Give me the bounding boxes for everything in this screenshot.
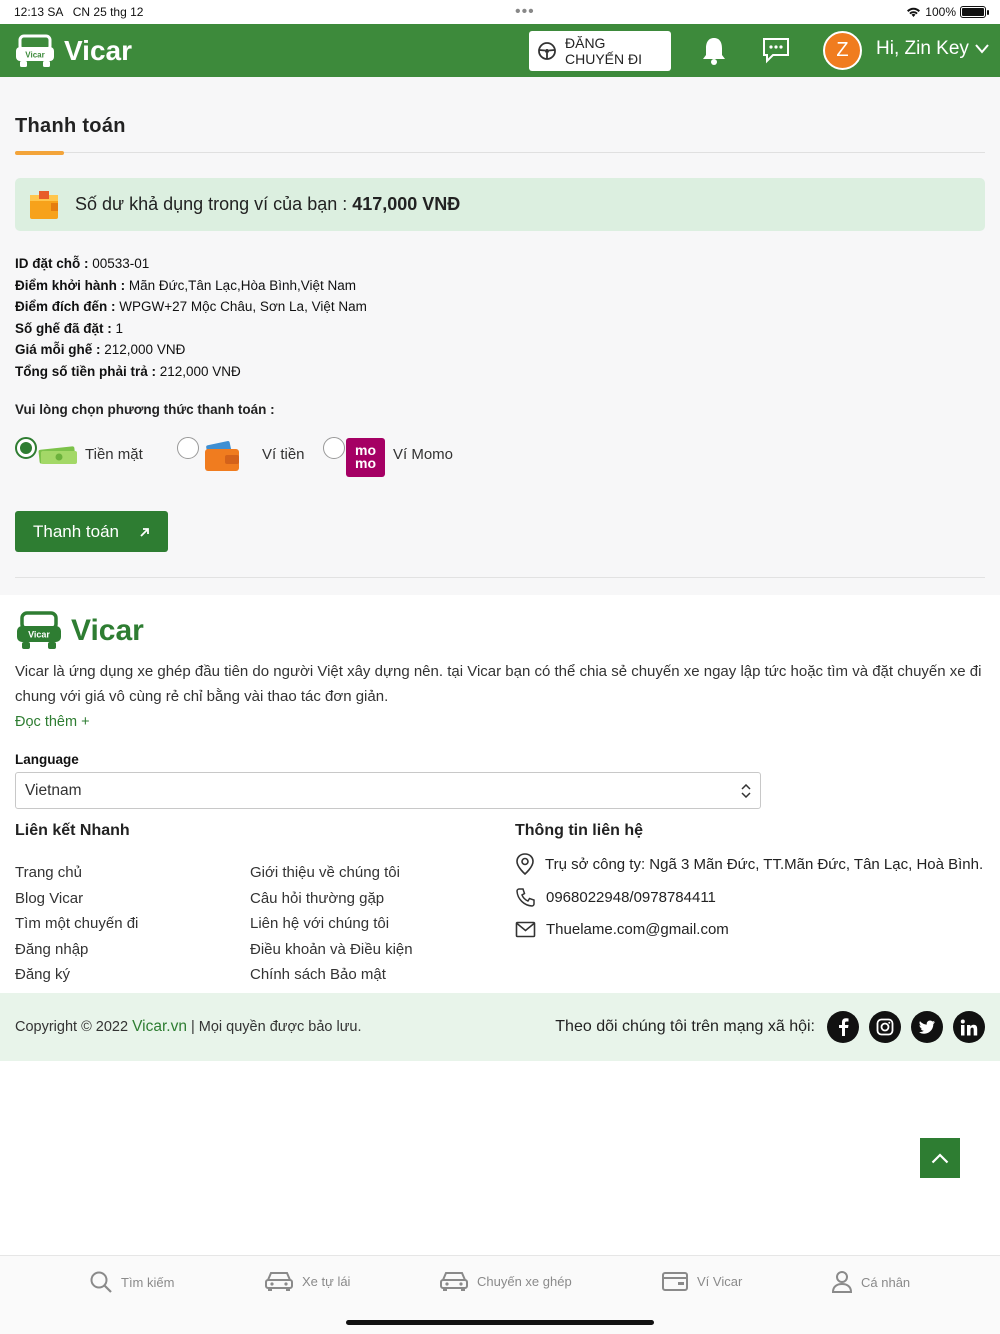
battery-icon (960, 6, 986, 18)
chevron-down-icon (975, 44, 989, 54)
copyright-text (15, 1018, 362, 1036)
wallet-label: Số dư khả dụng trong ví của bạn : (75, 194, 353, 214)
contact-email[interactable] (515, 921, 729, 938)
phone-text: 0968022948/0978784411 (546, 889, 716, 906)
location-pin-icon (515, 853, 535, 875)
wallet-balance-banner (15, 178, 985, 231)
car-logo-icon (14, 33, 56, 69)
language-value: Vietnam (25, 781, 82, 799)
destination-label: Điểm đích đến : (15, 299, 116, 314)
status-right (906, 5, 986, 19)
quick-links-col1 (15, 860, 138, 988)
language-select[interactable] (15, 772, 761, 809)
nav-search[interactable] (89, 1270, 174, 1294)
payment-method-prompt: Vui lòng chọn phương thức thanh toán : (15, 402, 275, 417)
avatar[interactable]: Z (823, 31, 862, 70)
total-label: Tổng số tiền phải trả : (15, 363, 156, 379)
title-divider (15, 152, 985, 153)
brand-logo[interactable] (14, 33, 132, 69)
greeting-text: Hi, Zin Key (876, 38, 969, 59)
total-amount (15, 361, 985, 383)
quick-links-title: Liên kết Nhanh (15, 822, 130, 839)
section-divider (15, 577, 985, 578)
link-about[interactable]: Giới thiệu về chúng tôi (250, 864, 400, 881)
momo-radio[interactable] (323, 437, 345, 459)
contact-phone[interactable] (515, 887, 716, 908)
departure (15, 275, 985, 297)
copyright-prefix: Copyright © 2022 (15, 1019, 133, 1035)
footer-logo[interactable] (15, 610, 985, 652)
app-header (0, 24, 1000, 77)
nav-wallet-label: Ví Vicar (697, 1273, 743, 1289)
nav-carpool-label: Chuyến xe ghép (477, 1273, 572, 1289)
linkedin-icon[interactable] (953, 1011, 985, 1043)
momo-label: Ví Momo (393, 446, 454, 463)
select-arrows-icon (741, 784, 751, 798)
read-more-link[interactable]: Đọc thêm + (15, 714, 90, 730)
nav-self-drive-label: Xe tự lái (302, 1273, 351, 1289)
chat-icon[interactable] (761, 36, 791, 64)
departure-label: Điểm khởi hành : (15, 277, 126, 293)
car-icon (439, 1270, 469, 1292)
wallet-icon (661, 1270, 689, 1292)
site-footer (0, 595, 1000, 992)
post-trip-label: ĐĂNG CHUYẾN ĐI (565, 35, 643, 67)
pay-button[interactable] (15, 511, 168, 552)
link-find-trip[interactable]: Tìm một chuyến đi (15, 915, 139, 932)
seats-label: Số ghế đã đặt : (15, 320, 112, 336)
cash-radio[interactable] (15, 437, 37, 459)
link-blog[interactable]: Blog Vicar (15, 889, 84, 907)
seats-value: 1 (111, 320, 124, 336)
logo-text: Vicar (25, 50, 45, 59)
booking-id-label: ID đặt chỗ : (15, 256, 89, 271)
more-dots-icon: ••• (514, 3, 535, 20)
scroll-to-top-button[interactable] (920, 1138, 960, 1178)
wallet-box-icon (27, 189, 61, 221)
link-privacy[interactable]: Chính sách Bảo mật (250, 966, 386, 983)
car-logo-icon (15, 610, 63, 652)
nav-carpool[interactable] (439, 1270, 572, 1292)
arrow-up-right-icon (139, 526, 151, 538)
phone-icon (515, 887, 536, 908)
email-text: Thuelame.com@gmail.com (546, 921, 729, 938)
car-icon (264, 1270, 294, 1292)
mail-icon (515, 921, 536, 938)
destination-value: WPGW+27 Mộc Châu, Sơn La, Việt Nam (115, 299, 367, 314)
momo-logo-icon: mo mo (346, 438, 385, 477)
nav-profile[interactable] (831, 1270, 910, 1294)
wallet-icon (203, 439, 239, 473)
departure-value: Mãn Đức,Tân Lạc,Hòa Bình,Việt Nam (125, 277, 357, 293)
footer-brand-name: Vicar (71, 614, 144, 647)
booking-info (15, 253, 985, 382)
home-indicator (346, 1320, 654, 1325)
nav-self-drive[interactable] (264, 1270, 350, 1292)
user-menu[interactable] (876, 38, 989, 60)
page-title: Thanh toán (15, 115, 126, 137)
instagram-icon[interactable] (869, 1011, 901, 1043)
seats-booked (15, 318, 985, 340)
payment-section (0, 77, 1000, 595)
link-terms[interactable]: Điều khoản và Điều kiện (250, 940, 413, 958)
wallet-amount: 417,000 VNĐ (352, 194, 461, 214)
status-time-date (14, 5, 143, 19)
brand-name: Vicar (64, 34, 132, 66)
facebook-icon[interactable] (827, 1011, 859, 1043)
footer-columns (15, 822, 985, 987)
wifi-icon (906, 6, 921, 18)
copyright-bar (0, 993, 1000, 1061)
status-date: CN 25 thg 12 (72, 5, 144, 19)
contact-address (515, 853, 983, 875)
nav-wallet[interactable] (661, 1270, 742, 1292)
steering-wheel-icon (537, 41, 557, 61)
wallet-label: Ví tiền (262, 446, 305, 463)
chevron-up-icon (931, 1153, 949, 1164)
battery-percent: 100% (925, 5, 956, 19)
footer-logo-text: Vicar (28, 629, 50, 640)
total-value: 212,000 VNĐ (156, 363, 241, 379)
link-home[interactable]: Trang chủ (15, 864, 82, 881)
language-label: Language (15, 752, 79, 767)
link-register[interactable]: Đăng ký (15, 966, 71, 983)
seat-price-label: Giá mỗi ghế : (15, 342, 101, 357)
booking-id-value: 00533-01 (88, 256, 150, 271)
wallet-balance-text (75, 194, 460, 215)
twitter-icon[interactable] (911, 1011, 943, 1043)
status-time: 12:13 SA (14, 5, 63, 19)
site-link[interactable]: Vicar.vn (132, 1018, 187, 1035)
pay-button-label: Thanh toán (33, 521, 120, 541)
link-faq[interactable]: Câu hỏi thường gặp (250, 889, 385, 907)
link-contact[interactable]: Liên hệ với chúng tôi (250, 915, 390, 932)
bell-icon[interactable] (700, 36, 728, 66)
nav-profile-label: Cá nhân (861, 1274, 911, 1290)
social-links (555, 1011, 985, 1043)
seat-price (15, 339, 985, 361)
booking-id (15, 253, 985, 275)
nav-search-label: Tìm kiếm (121, 1274, 175, 1290)
wallet-radio[interactable] (177, 437, 199, 459)
contact-title: Thông tin liên hệ (515, 822, 643, 839)
user-icon (831, 1270, 853, 1294)
address-text: Trụ sở công ty: Ngã 3 Mãn Đức, TT.Mãn Đức, Tân Lạc, Hoà Bình. (545, 855, 984, 873)
payment-methods (15, 437, 985, 487)
destination (15, 296, 985, 318)
quick-links-col2 (250, 860, 413, 988)
copyright-suffix: | Mọi quyền được bảo lưu. (186, 1019, 362, 1035)
seat-price-value: 212,000 VNĐ (100, 342, 186, 357)
post-trip-button[interactable] (529, 31, 671, 71)
about-text: Vicar là ứng dụng xe ghép đầu tiên do người Việt xây dựng nên. tại Vicar bạn có thể chia sẻ chuyến xe ngay lập tức hoặc tìm và đặt chuyến xe đi chung với giá vô cùng rẻ chỉ bằng vài thao tác đơn giản. (15, 663, 982, 705)
search-icon (89, 1270, 113, 1294)
cash-label: Tiền mặt (85, 446, 143, 463)
link-login[interactable]: Đăng nhập (15, 940, 89, 958)
follow-text: Theo dõi chúng tôi trên mạng xã hội: (555, 1018, 815, 1035)
cash-icon (37, 442, 79, 466)
status-bar (0, 0, 1000, 24)
